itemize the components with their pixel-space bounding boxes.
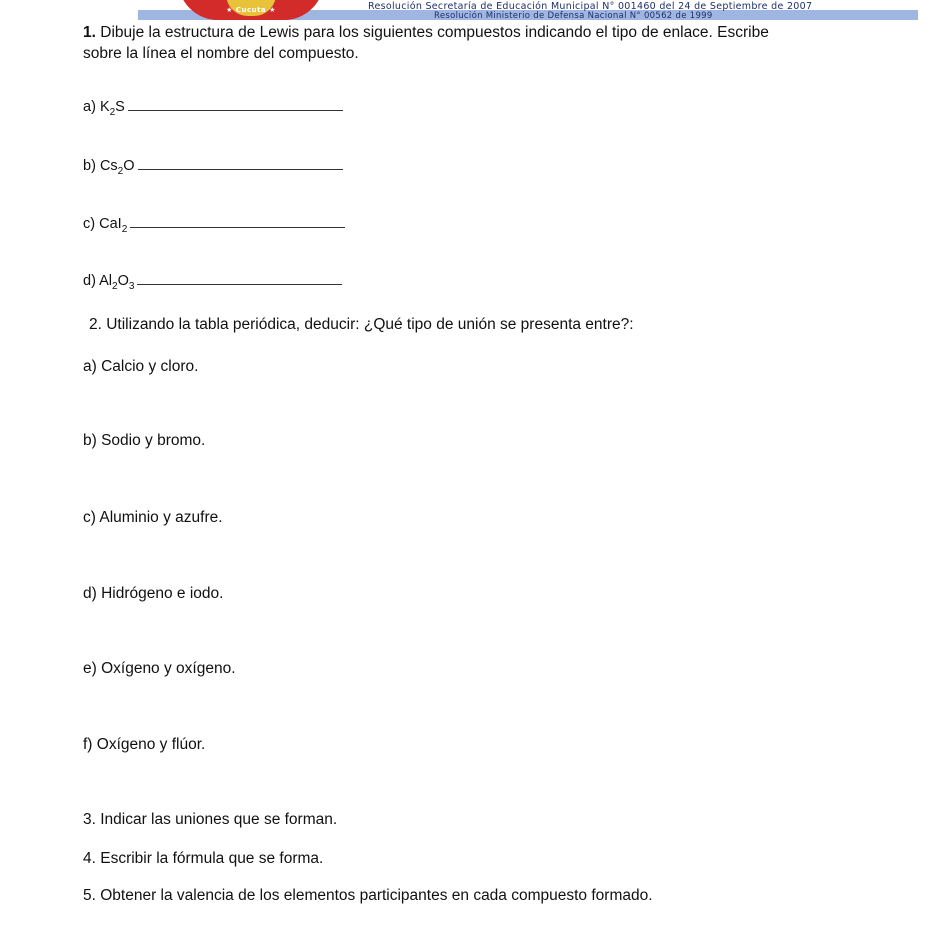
compound-letter: d) <box>83 273 96 289</box>
logo-text: ★ Cucuta ★ <box>226 6 276 14</box>
document-header <box>0 0 944 22</box>
question-1-number: 1. <box>83 24 96 41</box>
compound-formula: $Cs_2O$ <box>99 158 135 177</box>
answer-line[interactable] <box>130 226 345 228</box>
compound-letter: b) <box>83 158 96 174</box>
question-1-title <box>83 22 873 64</box>
question-2-item-e: e) Oxígeno y oxígeno. <box>83 660 236 677</box>
question-1-text-line-2: sobre la línea el nombre del compuesto. <box>83 45 359 62</box>
compound-formula: $Al_2O_3$ <box>99 273 135 292</box>
compound-item-b <box>83 158 343 177</box>
compound-letter: a) <box>83 99 96 115</box>
compound-item-a <box>83 99 343 118</box>
question-1-text-line-1: Dibuje la estructura de Lewis para los siguientes compuestos indicando el tipo de enlace. Escribe <box>100 24 769 41</box>
question-3: 3. Indicar las uniones que se forman. <box>83 811 338 828</box>
answer-line[interactable] <box>138 168 343 170</box>
compound-letter: c) <box>83 216 96 232</box>
compound-item-c <box>83 216 345 235</box>
question-4: 4. Escribir la fórmula que se forma. <box>83 850 324 867</box>
answer-line[interactable] <box>128 109 343 111</box>
question-2-title: 2. Utilizando la tabla periódica, deducir: ¿Qué tipo de unión se presenta entre?: <box>89 316 634 333</box>
answer-line[interactable] <box>137 283 342 285</box>
question-2-item-d: d) Hidrógeno e iodo. <box>83 585 224 602</box>
compound-formula: CaI$_2$ <box>99 216 128 235</box>
question-2-item-a: a) Calcio y cloro. <box>83 358 199 375</box>
resolution-line-2: Resolución Ministerio de Defensa Nacional N° 00562 de 1999 <box>434 11 713 21</box>
compound-item-d <box>83 273 342 292</box>
question-5: 5. Obtener la valencia de los elementos participantes en cada compuesto formado. <box>83 887 653 904</box>
compound-formula: $K_2S$ <box>99 99 125 118</box>
resolution-line-1: Resolución Secretaría de Educación Municipal N° 001460 del 24 de Septiembre de 2007 <box>368 1 813 12</box>
question-2-item-b: b) Sodio y bromo. <box>83 432 206 449</box>
question-2-item-c: c) Aluminio y azufre. <box>83 509 223 526</box>
question-2-item-f: f) Oxígeno y flúor. <box>83 736 206 753</box>
